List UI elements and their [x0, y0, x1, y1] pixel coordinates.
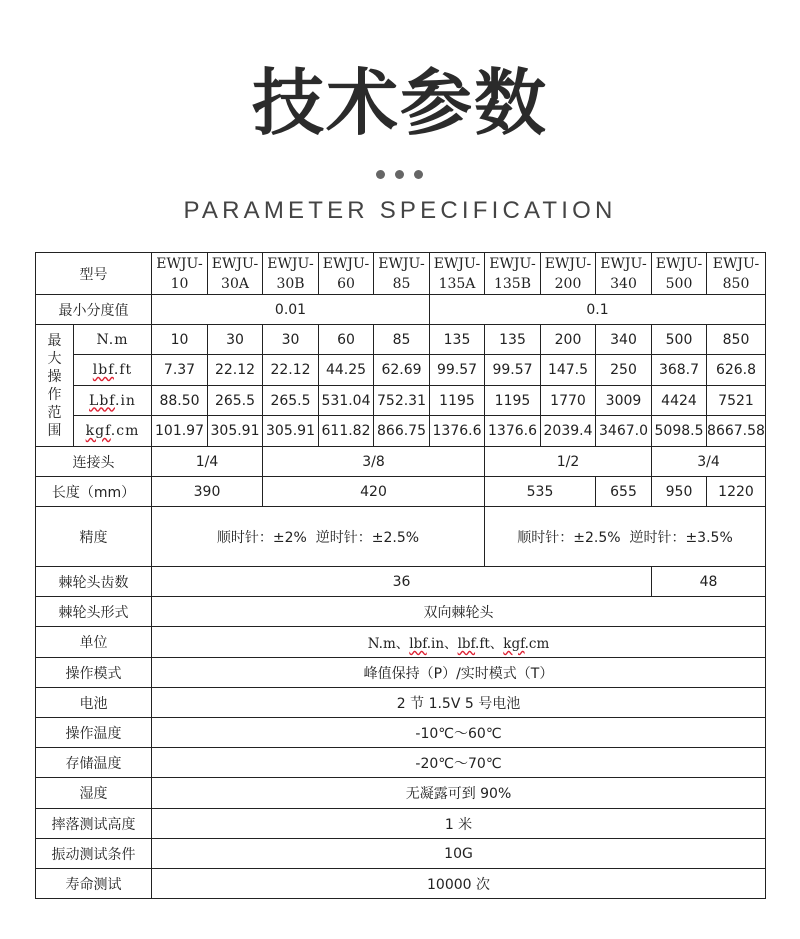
range-value: 22.12 [263, 355, 319, 386]
table-row-length [36, 477, 766, 507]
op-temp-value: -10℃～60℃ [152, 718, 766, 748]
ratchet-teeth-value: 36 [152, 567, 652, 597]
table-row-op-temp [36, 718, 766, 748]
table-row-ratchet-type [36, 597, 766, 627]
range-value: 5098.5 [652, 416, 707, 447]
range-value: 1195 [485, 386, 541, 416]
table-row-drop-test [36, 809, 766, 839]
model-cell: EWJU- 30B [263, 253, 319, 295]
range-value: 200 [541, 325, 596, 355]
table-row-mode [36, 658, 766, 688]
range-value: 4424 [652, 386, 707, 416]
range-value: 30 [208, 325, 263, 355]
humidity-label: 湿度 [36, 778, 152, 809]
battery-value: 2 节 1.5V 5 号电池 [152, 688, 766, 718]
range-value: 62.69 [374, 355, 430, 386]
page-subtitle: PARAMETER SPECIFICATION [183, 197, 617, 224]
vibration-label: 振动测试条件 [36, 839, 152, 869]
dots-divider [376, 170, 424, 180]
table-row-range [36, 386, 766, 416]
range-value: 101.97 [152, 416, 208, 447]
ratchet-type-value: 双向棘轮头 [152, 597, 766, 627]
model-cell: EWJU- 340 [596, 253, 652, 295]
length-value: 535 [485, 477, 596, 507]
table-row-range [36, 325, 766, 355]
max-range-label: 最 大 操 作 范 围 [36, 325, 74, 447]
range-value: 368.7 [652, 355, 707, 386]
range-value: 500 [652, 325, 707, 355]
unit-label: N.m [74, 325, 152, 355]
range-value: 850 [707, 325, 766, 355]
dot [395, 170, 404, 179]
range-value: 44.25 [319, 355, 374, 386]
page-title: 技术参数 [251, 61, 548, 145]
length-value: 950 [652, 477, 707, 507]
range-value: 752.31 [374, 386, 430, 416]
connector-label: 连接头 [36, 447, 152, 477]
range-value: 10 [152, 325, 208, 355]
range-value: 305.91 [263, 416, 319, 447]
connector-value: 3/8 [263, 447, 485, 477]
table-row-min-division [36, 295, 766, 325]
units-label: 单位 [36, 627, 152, 658]
model-cell: EWJU- 850 [707, 253, 766, 295]
table-row-ratchet-teeth [36, 567, 766, 597]
storage-temp-label: 存储温度 [36, 748, 152, 778]
drop-test-label: 摔落测试高度 [36, 809, 152, 839]
range-value: 7.37 [152, 355, 208, 386]
table-row-connector [36, 447, 766, 477]
life-test-label: 寿命测试 [36, 869, 152, 899]
table-row-range [36, 355, 766, 386]
range-value: 99.57 [485, 355, 541, 386]
length-value: 1220 [707, 477, 766, 507]
range-value: 147.5 [541, 355, 596, 386]
min-division-value: 0.1 [430, 295, 766, 325]
model-cell: EWJU- 30A [208, 253, 263, 295]
table-row-vibration [36, 839, 766, 869]
table-row-range [36, 416, 766, 447]
unit-label: Lbf.in [74, 386, 152, 416]
life-test-value: 10000 次 [152, 869, 766, 899]
range-value: 1770 [541, 386, 596, 416]
drop-test-value: 1 米 [152, 809, 766, 839]
model-cell: EWJU- 135B [485, 253, 541, 295]
range-value: 626.8 [707, 355, 766, 386]
vibration-value: 10G [152, 839, 766, 869]
length-label: 长度（mm） [36, 477, 152, 507]
ratchet-type-label: 棘轮头形式 [36, 597, 152, 627]
range-value: 611.82 [319, 416, 374, 447]
ratchet-teeth-value: 48 [652, 567, 766, 597]
accuracy-label: 精度 [36, 507, 152, 567]
model-label: 型号 [36, 253, 152, 295]
range-value: 135 [430, 325, 485, 355]
accuracy-value: 顺时针：±2% 逆时针：±2.5% [152, 507, 485, 567]
range-value: 3009 [596, 386, 652, 416]
table-row-storage-temp [36, 748, 766, 778]
storage-temp-value: -20℃～70℃ [152, 748, 766, 778]
range-value: 88.50 [152, 386, 208, 416]
range-value: 85 [374, 325, 430, 355]
range-value: 99.57 [430, 355, 485, 386]
model-cell: EWJU- 10 [152, 253, 208, 295]
range-value: 866.75 [374, 416, 430, 447]
mode-label: 操作模式 [36, 658, 152, 688]
ratchet-teeth-label: 棘轮头齿数 [36, 567, 152, 597]
range-value: 1376.6 [485, 416, 541, 447]
op-temp-label: 操作温度 [36, 718, 152, 748]
length-value: 420 [263, 477, 485, 507]
model-cell: EWJU- 85 [374, 253, 430, 295]
table-row-life-test [36, 869, 766, 899]
range-value: 250 [596, 355, 652, 386]
dot [376, 170, 385, 179]
table-row-humidity [36, 778, 766, 809]
range-value: 340 [596, 325, 652, 355]
table-row-units [36, 627, 766, 658]
connector-value: 1/4 [152, 447, 263, 477]
model-cell: EWJU- 500 [652, 253, 707, 295]
range-value: 531.04 [319, 386, 374, 416]
range-value: 60 [319, 325, 374, 355]
range-value: 2039.4 [541, 416, 596, 447]
units-value: N.m、lbf.in、lbf.ft、kgf.cm [152, 627, 766, 658]
range-value: 22.12 [208, 355, 263, 386]
range-value: 3467.0 [596, 416, 652, 447]
accuracy-value: 顺时针：±2.5% 逆时针：±3.5% [485, 507, 766, 567]
range-value: 1376.6 [430, 416, 485, 447]
range-value: 305.91 [208, 416, 263, 447]
range-value: 135 [485, 325, 541, 355]
range-value: 30 [263, 325, 319, 355]
range-value: 8667.58 [707, 416, 766, 447]
model-cell: EWJU- 200 [541, 253, 596, 295]
unit-label: kgf.cm [74, 416, 152, 447]
table-row-accuracy [36, 507, 766, 567]
connector-value: 1/2 [485, 447, 652, 477]
length-value: 655 [596, 477, 652, 507]
min-division-value: 0.01 [152, 295, 430, 325]
range-value: 1195 [430, 386, 485, 416]
mode-value: 峰值保持（P）/实时模式（T） [152, 658, 766, 688]
unit-label: lbf.ft [74, 355, 152, 386]
min-division-label: 最小分度值 [36, 295, 152, 325]
connector-value: 3/4 [652, 447, 766, 477]
table-row-model [36, 253, 766, 295]
table-row-battery [36, 688, 766, 718]
battery-label: 电池 [36, 688, 152, 718]
range-value: 7521 [707, 386, 766, 416]
model-cell: EWJU- 135A [430, 253, 485, 295]
length-value: 390 [152, 477, 263, 507]
range-value: 265.5 [263, 386, 319, 416]
humidity-value: 无凝露可到 90% [152, 778, 766, 809]
model-cell: EWJU- 60 [319, 253, 374, 295]
dot [414, 170, 423, 179]
spec-table [35, 252, 766, 899]
range-value: 265.5 [208, 386, 263, 416]
